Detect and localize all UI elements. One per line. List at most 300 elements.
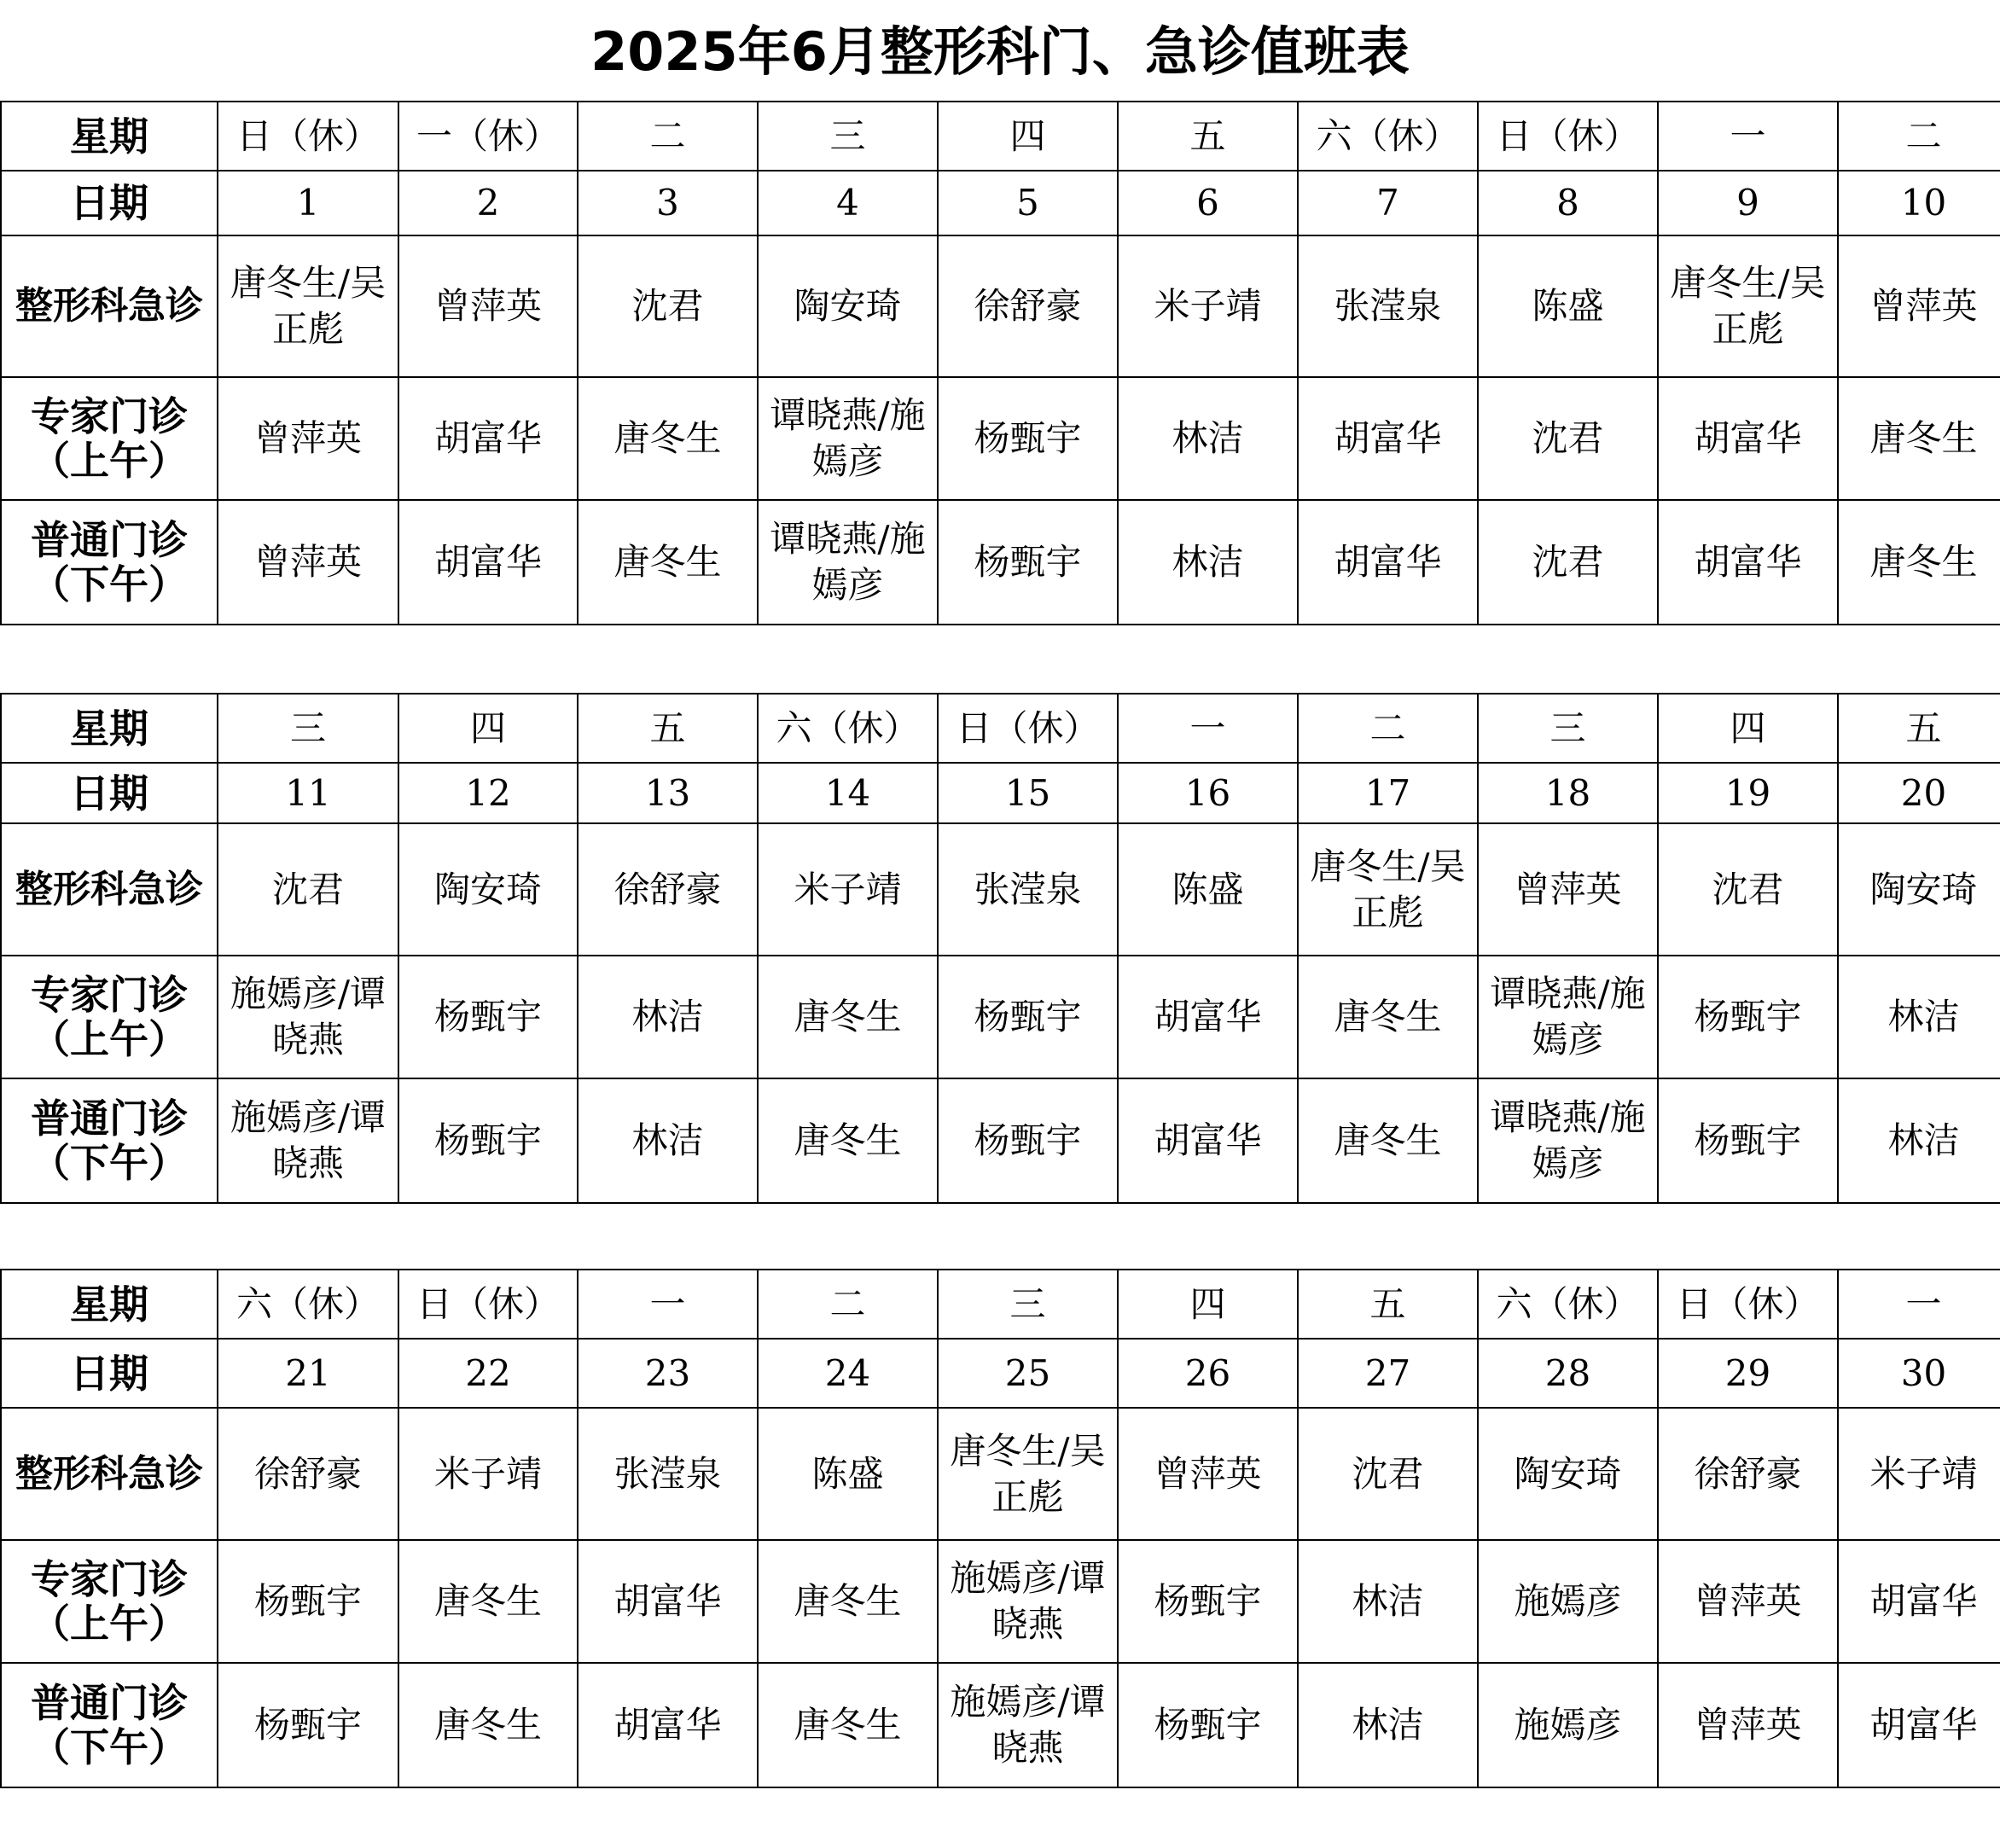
expert-doctor-cell-text: 谭晓燕/施嫣彦 [770, 394, 926, 482]
weekday-cell-text: 日（休） [1496, 114, 1640, 157]
emergency-doctor-cell [1298, 235, 1478, 377]
expert-doctor-cell [1118, 377, 1298, 500]
weekday-cell-text: 二 [1369, 706, 1406, 749]
date-cell-text: 7 [1376, 182, 1399, 224]
weekday-cell-text: 五 [1905, 706, 1942, 749]
emergency-doctor-cell [1118, 1408, 1298, 1540]
general-doctor-cell [1118, 1663, 1298, 1787]
expert-doctor-cell [218, 956, 398, 1078]
weekday-cell-text: 一 [1905, 1282, 1942, 1325]
weekday-cell-text: 日（休） [235, 114, 380, 157]
expert-doctor-cell [1838, 956, 2000, 1078]
weekday-cell [938, 1270, 1118, 1339]
date-cell-text: 8 [1556, 182, 1579, 224]
emergency-doctor-cell [1478, 235, 1658, 377]
weekday-cell [1478, 102, 1658, 171]
date-cell-text: 5 [1016, 182, 1039, 224]
weekday-cell [1838, 1270, 2000, 1339]
weekday-cell-text: 四 [1009, 114, 1046, 157]
general-label-line2: （下午） [31, 1140, 188, 1186]
general-doctor-cell-text: 林洁 [1887, 1119, 1960, 1161]
emergency-doctor-cell-text: 曾萍英 [433, 285, 542, 327]
general-doctor-cell-text: 施嫣彦/谭晓燕 [230, 1096, 387, 1184]
general-clinic-row [1, 1663, 2000, 1787]
general-doctor-cell-text: 胡富华 [1869, 1704, 1978, 1746]
date-cell-text: 4 [836, 182, 859, 224]
emergency-doctor-cell-text: 沈君 [271, 868, 344, 910]
emergency-doctor-cell-text: 陈盛 [811, 1452, 884, 1495]
expert-doctor-cell-text: 施嫣彦/谭晓燕 [950, 1557, 1106, 1645]
general-doctor-cell-text: 唐冬生 [433, 1704, 542, 1746]
date-cell [1658, 763, 1838, 823]
expert-doctor-cell [938, 377, 1118, 500]
emergency-doctor-cell [758, 235, 938, 377]
expert-doctor-cell [218, 1540, 398, 1663]
date-row [1, 1339, 2000, 1408]
weekday-cell [938, 102, 1118, 171]
date-cell [938, 763, 1118, 823]
expert-doctor-cell-text: 沈君 [1532, 417, 1604, 459]
weekday-cell [1658, 694, 1838, 763]
general-doctor-cell [758, 1663, 938, 1787]
weekday-cell [398, 102, 578, 171]
weekday-cell-text: 一 [1189, 706, 1226, 749]
date-row [1, 763, 2000, 823]
weekday-cell-text: 二 [829, 1282, 866, 1325]
date-cell [758, 763, 938, 823]
expert-doctor-cell-text: 杨甄宇 [974, 417, 1082, 459]
date-cell-text: 2 [476, 182, 500, 224]
weekday-row [1, 694, 2000, 763]
general-doctor-cell [1658, 1663, 1838, 1787]
emergency-label: 整形科急诊 [1, 235, 218, 377]
expert-doctor-cell [1658, 377, 1838, 500]
emergency-doctor-cell [1478, 1408, 1658, 1540]
date-cell [758, 171, 938, 235]
date-cell [218, 1339, 398, 1408]
weekday-cell-text: 五 [649, 706, 686, 749]
emergency-doctor-cell [1298, 1408, 1478, 1540]
expert-doctor-cell [1658, 956, 1838, 1078]
expert-doctor-cell-text: 胡富华 [1334, 417, 1442, 459]
weekday-cell [758, 1270, 938, 1339]
expert-doctor-cell-text: 杨甄宇 [433, 996, 542, 1037]
date-cell-text: 19 [1724, 771, 1771, 814]
emergency-doctor-cell-text: 陶安琦 [1869, 868, 1978, 910]
emergency-doctor-cell [1658, 1408, 1838, 1540]
date-cell [1658, 171, 1838, 235]
general-doctor-cell [1298, 1078, 1478, 1203]
expert-doctor-cell-text: 唐冬生 [794, 996, 902, 1037]
general-doctor-cell [1658, 500, 1838, 625]
expert-doctor-cell [398, 377, 578, 500]
emergency-doctor-cell [398, 235, 578, 377]
emergency-doctor-cell-text: 米子靖 [1154, 285, 1262, 327]
general-doctor-cell [1298, 1663, 1478, 1787]
date-cell [218, 171, 398, 235]
weekday-cell [1478, 694, 1658, 763]
expert-clinic-row [1, 956, 2000, 1078]
general-doctor-cell-text: 胡富华 [613, 1704, 722, 1746]
emergency-doctor-cell [1118, 823, 1298, 956]
expert-doctor-cell [578, 377, 758, 500]
expert-doctor-cell-text: 林洁 [1887, 996, 1960, 1037]
expert-label-line1: 专家门诊 [31, 972, 188, 1018]
date-cell [578, 763, 758, 823]
general-doctor-cell [578, 500, 758, 625]
general-label-line1: 普通门诊 [31, 517, 188, 563]
date-cell [1298, 1339, 1478, 1408]
date-cell [1118, 171, 1298, 235]
emergency-doctor-cell-text: 徐舒豪 [253, 1452, 362, 1495]
weekday-cell-text: 四 [1730, 706, 1766, 749]
date-cell-text: 27 [1364, 1351, 1411, 1394]
date-cell-text: 28 [1544, 1351, 1591, 1394]
expert-label-line2: （上午） [31, 438, 188, 484]
weekday-cell [1118, 1270, 1298, 1339]
general-doctor-cell [398, 1078, 578, 1203]
weekday-cell [1118, 694, 1298, 763]
weekday-cell [938, 694, 1118, 763]
date-cell-text: 26 [1184, 1351, 1231, 1394]
schedule-section-3 [0, 1269, 2000, 1788]
general-doctor-cell [1118, 500, 1298, 625]
expert-doctor-cell-text: 谭晓燕/施嫣彦 [1490, 973, 1646, 1061]
date-cell-text: 30 [1900, 1351, 1947, 1394]
date-cell [1838, 171, 2000, 235]
duty-table [0, 693, 2000, 1204]
weekday-cell-text: 一（休） [416, 114, 560, 157]
expert-doctor-cell [398, 1540, 578, 1663]
expert-doctor-cell-text: 胡富华 [1154, 996, 1262, 1037]
emergency-doctor-cell [218, 235, 398, 377]
emergency-doctor-cell-text: 张滢泉 [974, 868, 1082, 910]
date-cell-text: 10 [1900, 182, 1947, 224]
weekday-row [1, 1270, 2000, 1339]
date-label: 日期 [1, 763, 218, 823]
weekday-row [1, 102, 2000, 171]
general-doctor-cell [398, 1663, 578, 1787]
emergency-doctor-cell [1478, 823, 1658, 956]
emergency-doctor-cell [938, 823, 1118, 956]
date-cell-text: 13 [644, 771, 691, 814]
expert-doctor-cell [1478, 377, 1658, 500]
weekday-cell [1658, 102, 1838, 171]
weekday-cell-text: 六（休） [1496, 1282, 1640, 1325]
weekday-cell-text: 一 [649, 1282, 686, 1325]
expert-doctor-cell [218, 377, 398, 500]
weekday-cell-text: 四 [1189, 1282, 1226, 1325]
emergency-doctor-cell-text: 张滢泉 [1334, 285, 1442, 327]
expert-doctor-cell [758, 1540, 938, 1663]
emergency-doctor-cell-text: 陶安琦 [433, 868, 542, 910]
emergency-doctor-cell [758, 1408, 938, 1540]
expert-doctor-cell [1478, 956, 1658, 1078]
weekday-cell-text: 五 [1189, 114, 1226, 157]
expert-doctor-cell-text: 施嫣彦/谭晓燕 [230, 973, 387, 1061]
general-doctor-cell [1658, 1078, 1838, 1203]
general-doctor-cell-text: 曾萍英 [1694, 1704, 1802, 1746]
general-doctor-cell [1478, 1663, 1658, 1787]
weekday-cell [1118, 102, 1298, 171]
emergency-doctor-cell [1118, 235, 1298, 377]
date-cell-text: 29 [1724, 1351, 1771, 1394]
expert-doctor-cell-text: 曾萍英 [253, 417, 362, 459]
emergency-doctor-cell [1838, 235, 2000, 377]
general-doctor-cell [218, 1078, 398, 1203]
general-clinic-row [1, 500, 2000, 625]
weekday-cell [758, 102, 938, 171]
expert-clinic-row [1, 1540, 2000, 1663]
general-doctor-cell-text: 杨甄宇 [1154, 1704, 1262, 1746]
expert-doctor-cell [578, 956, 758, 1078]
general-doctor-cell [938, 1078, 1118, 1203]
emergency-doctor-cell-text: 曾萍英 [1869, 285, 1978, 327]
duty-table [0, 101, 2000, 625]
weekday-cell [398, 694, 578, 763]
expert-clinic-label [1, 1540, 218, 1663]
general-doctor-cell [218, 500, 398, 625]
expert-doctor-cell-text: 胡富华 [1869, 1580, 1978, 1622]
general-doctor-cell-text: 胡富华 [1154, 1119, 1262, 1161]
emergency-label: 整形科急诊 [1, 1408, 218, 1540]
date-cell [758, 1339, 938, 1408]
general-doctor-cell [758, 500, 938, 625]
emergency-doctor-cell-text: 徐舒豪 [613, 868, 722, 910]
date-cell [218, 763, 398, 823]
date-cell-text: 21 [285, 1351, 331, 1394]
general-doctor-cell [1478, 1078, 1658, 1203]
general-doctor-cell-text: 谭晓燕/施嫣彦 [770, 518, 926, 606]
expert-doctor-cell-text: 胡富华 [1694, 417, 1802, 459]
emergency-doctor-cell-text: 曾萍英 [1514, 868, 1622, 910]
weekday-cell-text: 四 [469, 706, 506, 749]
date-cell-text: 20 [1900, 771, 1947, 814]
general-doctor-cell-text: 施嫣彦/谭晓燕 [950, 1681, 1106, 1769]
emergency-doctor-cell-text: 米子靖 [794, 868, 902, 910]
expert-doctor-cell [758, 956, 938, 1078]
emergency-doctor-cell-text: 张滢泉 [613, 1452, 722, 1495]
emergency-doctor-cell [578, 1408, 758, 1540]
expert-doctor-cell [1118, 956, 1298, 1078]
general-doctor-cell-text: 杨甄宇 [974, 1119, 1082, 1161]
general-doctor-cell [1298, 500, 1478, 625]
general-doctor-cell [938, 1663, 1118, 1787]
general-doctor-cell-text: 杨甄宇 [1694, 1119, 1802, 1161]
weekday-cell [1838, 102, 2000, 171]
expert-doctor-cell-text: 胡富华 [433, 417, 542, 459]
weekday-cell-text: 三 [1009, 1282, 1046, 1325]
weekday-cell [218, 1270, 398, 1339]
date-cell-text: 3 [656, 182, 679, 224]
emergency-doctor-cell [578, 823, 758, 956]
emergency-doctor-cell [1298, 823, 1478, 956]
expert-doctor-cell [938, 956, 1118, 1078]
emergency-doctor-cell-text: 唐冬生/吴正彪 [950, 1429, 1106, 1518]
date-cell [1658, 1339, 1838, 1408]
general-doctor-cell-text: 唐冬生 [1869, 541, 1978, 583]
weekday-cell-text: 三 [289, 706, 326, 749]
general-label-line2: （下午） [31, 1724, 188, 1770]
emergency-doctor-cell [398, 823, 578, 956]
weekday-cell-text: 六（休） [235, 1282, 380, 1325]
weekday-cell-text: 五 [1369, 1282, 1406, 1325]
general-doctor-cell [1838, 1663, 2000, 1787]
date-cell [1298, 171, 1478, 235]
date-cell [938, 1339, 1118, 1408]
emergency-doctor-cell-text: 徐舒豪 [1694, 1452, 1802, 1495]
emergency-doctor-cell-text: 陶安琦 [794, 285, 902, 327]
expert-label-line1: 专家门诊 [31, 1556, 188, 1602]
date-cell [578, 171, 758, 235]
emergency-doctor-cell-text: 唐冬生/吴正彪 [1670, 262, 1826, 350]
weekday-cell [1298, 102, 1478, 171]
general-label-line2: （下午） [31, 561, 188, 607]
date-cell-text: 23 [644, 1351, 691, 1394]
expert-doctor-cell-text: 杨甄宇 [1154, 1580, 1262, 1622]
emergency-doctor-cell [218, 1408, 398, 1540]
weekday-cell-text: 日（休） [1676, 1282, 1820, 1325]
general-doctor-cell [1478, 500, 1658, 625]
general-clinic-row [1, 1078, 2000, 1203]
weekday-label: 星期 [1, 1270, 218, 1339]
expert-label-line2: （上午） [31, 1016, 188, 1062]
emergency-doctor-cell-text: 米子靖 [1869, 1452, 1978, 1495]
emergency-doctor-cell-text: 陈盛 [1532, 285, 1604, 327]
expert-doctor-cell-text: 林洁 [1352, 1580, 1424, 1622]
date-cell [1118, 763, 1298, 823]
weekday-cell [578, 1270, 758, 1339]
date-row [1, 171, 2000, 235]
schedule-section-1 [0, 101, 2000, 625]
duty-table [0, 1269, 2000, 1788]
expert-doctor-cell [1838, 1540, 2000, 1663]
date-cell [1478, 171, 1658, 235]
date-cell [398, 171, 578, 235]
emergency-doctor-cell [758, 823, 938, 956]
emergency-label: 整形科急诊 [1, 823, 218, 956]
emergency-doctor-cell [1658, 235, 1838, 377]
expert-doctor-cell-text: 唐冬生 [433, 1580, 542, 1622]
general-doctor-cell-text: 杨甄宇 [974, 541, 1082, 583]
date-cell-text: 16 [1184, 771, 1231, 814]
emergency-row [1, 823, 2000, 956]
expert-clinic-row [1, 377, 2000, 500]
expert-doctor-cell-text: 唐冬生 [1334, 996, 1442, 1037]
date-cell-text: 25 [1004, 1351, 1051, 1394]
emergency-doctor-cell-text: 米子靖 [433, 1452, 542, 1495]
date-label: 日期 [1, 1339, 218, 1408]
weekday-label: 星期 [1, 102, 218, 171]
date-cell-text: 24 [824, 1351, 871, 1394]
weekday-cell-text: 日（休） [956, 706, 1100, 749]
weekday-cell [1298, 1270, 1478, 1339]
weekday-cell [218, 694, 398, 763]
emergency-doctor-cell-text: 沈君 [1712, 868, 1784, 910]
date-cell-text: 11 [285, 771, 331, 814]
date-cell [398, 1339, 578, 1408]
general-doctor-cell-text: 林洁 [1172, 541, 1244, 583]
emergency-doctor-cell [1838, 823, 2000, 956]
date-cell [398, 763, 578, 823]
general-doctor-cell [938, 500, 1118, 625]
date-label: 日期 [1, 171, 218, 235]
emergency-doctor-cell [938, 1408, 1118, 1540]
date-cell-text: 9 [1736, 182, 1759, 224]
expert-doctor-cell [1478, 1540, 1658, 1663]
weekday-cell [398, 1270, 578, 1339]
emergency-doctor-cell [218, 823, 398, 956]
date-cell-text: 1 [296, 182, 320, 224]
general-doctor-cell [758, 1078, 938, 1203]
general-label-line1: 普通门诊 [31, 1095, 188, 1142]
date-cell-text: 17 [1364, 771, 1411, 814]
emergency-doctor-cell [1658, 823, 1838, 956]
general-doctor-cell-text: 谭晓燕/施嫣彦 [1490, 1096, 1646, 1184]
emergency-doctor-cell [578, 235, 758, 377]
expert-doctor-cell [1298, 1540, 1478, 1663]
emergency-doctor-cell-text: 徐舒豪 [974, 285, 1082, 327]
date-cell-text: 15 [1004, 771, 1051, 814]
date-cell-text: 22 [465, 1351, 511, 1394]
page-title: 2025年6月整形科门、急诊值班表 [590, 20, 1410, 83]
general-clinic-label [1, 500, 218, 625]
date-cell-text: 14 [824, 771, 871, 814]
general-doctor-cell [218, 1663, 398, 1787]
general-doctor-cell-text: 施嫣彦 [1514, 1704, 1622, 1746]
weekday-cell-text: 二 [649, 114, 686, 157]
emergency-doctor-cell-text: 唐冬生/吴正彪 [1310, 845, 1466, 933]
expert-doctor-cell [398, 956, 578, 1078]
general-doctor-cell-text: 林洁 [631, 1119, 704, 1161]
expert-doctor-cell [1658, 1540, 1838, 1663]
date-cell-text: 6 [1196, 182, 1219, 224]
expert-doctor-cell-text: 施嫣彦 [1514, 1580, 1622, 1622]
date-cell-text: 12 [465, 771, 511, 814]
general-doctor-cell [1118, 1078, 1298, 1203]
emergency-row [1, 235, 2000, 377]
expert-doctor-cell [1838, 377, 2000, 500]
emergency-doctor-cell-text: 沈君 [1352, 1452, 1424, 1495]
general-doctor-cell [1838, 1078, 2000, 1203]
expert-doctor-cell-text: 杨甄宇 [1694, 996, 1802, 1037]
emergency-doctor-cell-text: 陈盛 [1172, 868, 1244, 910]
weekday-cell [1298, 694, 1478, 763]
expert-doctor-cell [1118, 1540, 1298, 1663]
weekday-cell [1838, 694, 2000, 763]
emergency-doctor-cell-text: 陶安琦 [1514, 1452, 1622, 1495]
emergency-doctor-cell-text: 沈君 [631, 285, 704, 327]
expert-doctor-cell [758, 377, 938, 500]
date-cell [1838, 1339, 2000, 1408]
date-cell [578, 1339, 758, 1408]
weekday-cell-text: 三 [829, 114, 866, 157]
weekday-cell-text: 二 [1905, 114, 1942, 157]
expert-doctor-cell [1298, 956, 1478, 1078]
emergency-doctor-cell-text: 唐冬生/吴正彪 [230, 262, 387, 350]
general-doctor-cell-text: 杨甄宇 [433, 1119, 542, 1161]
general-doctor-cell-text: 林洁 [1352, 1704, 1424, 1746]
expert-doctor-cell-text: 唐冬生 [1869, 417, 1978, 459]
weekday-label: 星期 [1, 694, 218, 763]
general-doctor-cell-text: 唐冬生 [1334, 1119, 1442, 1161]
date-cell [1478, 1339, 1658, 1408]
weekday-cell-text: 三 [1549, 706, 1586, 749]
general-doctor-cell-text: 唐冬生 [794, 1704, 902, 1746]
general-doctor-cell-text: 杨甄宇 [253, 1704, 362, 1746]
expert-clinic-label [1, 956, 218, 1078]
weekday-cell [578, 694, 758, 763]
